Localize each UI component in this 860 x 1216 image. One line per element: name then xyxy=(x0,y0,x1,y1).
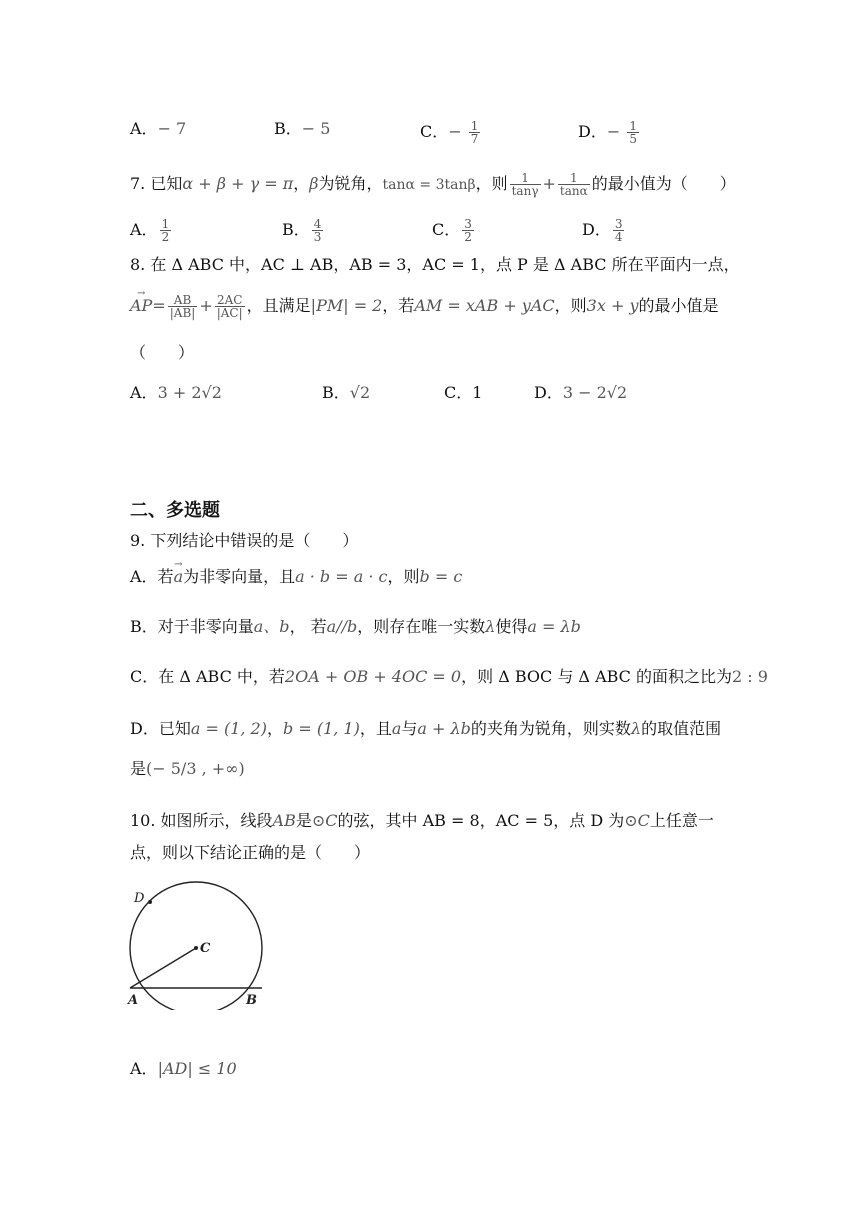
q10-stem-line1 xyxy=(130,810,714,832)
q8-option-a xyxy=(130,382,222,404)
text: 上任意一 xyxy=(649,811,714,830)
denominator: 2 xyxy=(161,230,170,244)
math: 2 : 9 xyxy=(732,667,768,686)
math: λ xyxy=(630,719,642,738)
math: 3x + y xyxy=(586,296,639,315)
label-b: B xyxy=(246,993,257,1008)
numerator: 1 xyxy=(558,172,590,185)
center-point xyxy=(194,946,198,950)
label-c: C xyxy=(200,941,211,956)
math: + xyxy=(199,296,213,315)
q8-paren: （ ） xyxy=(130,343,195,362)
numerator: 1 xyxy=(510,172,541,185)
q9-option-c xyxy=(130,666,768,688)
text: ， xyxy=(293,174,310,193)
numerator: 2AC xyxy=(215,294,245,307)
math: a、b xyxy=(253,617,290,636)
math: ⊙C xyxy=(624,811,650,830)
math: b = (1, 1) xyxy=(283,719,360,738)
fraction xyxy=(613,218,625,243)
denominator: 5 xyxy=(629,132,637,146)
option-label: B． xyxy=(322,383,350,402)
math: 2OA + OB + 4OC = 0 xyxy=(284,667,462,686)
q9-option-d-line1 xyxy=(130,718,721,740)
radius-ac xyxy=(130,948,196,988)
q10-stem-line2: 点，则以下结论正确的是（ ） xyxy=(130,843,371,862)
math: a · b = a · c xyxy=(295,567,388,586)
denominator: 3 xyxy=(313,230,322,244)
q8-option-d xyxy=(534,382,627,404)
text: ，则存在唯一实数 xyxy=(357,617,486,636)
text: ，则 Δ BOC 与 Δ ABC 的面积之比为 xyxy=(461,667,733,686)
text: 10. 如图所示，线段 xyxy=(130,811,273,830)
denominator: |AC| xyxy=(216,306,243,320)
vector: → a xyxy=(174,566,184,588)
option-label: C． xyxy=(432,220,461,239)
q9-stem: 9. 下列结论中错误的是（ ） xyxy=(130,531,359,550)
text: 为非零向量，且 xyxy=(183,567,296,586)
math: b = c xyxy=(419,567,463,586)
label-a: A xyxy=(128,993,139,1008)
text: 的弦，其中 AB = 8，AC = 5，点 D 为 xyxy=(337,811,625,830)
fraction xyxy=(462,218,474,243)
text: 与 xyxy=(401,719,418,738)
text: ，则 xyxy=(387,567,420,586)
option-label: D． xyxy=(534,383,563,402)
option-label: C． xyxy=(420,122,449,141)
q8-stem-line2 xyxy=(130,292,719,320)
option-label: B． xyxy=(274,119,302,138)
denominator: 2 xyxy=(464,230,472,244)
fraction xyxy=(160,218,172,243)
text: D．已知 xyxy=(130,719,191,738)
q9-option-a xyxy=(130,566,462,588)
text: 为锐角， xyxy=(318,174,383,193)
circle-diagram xyxy=(126,880,276,1010)
q7-option-d xyxy=(582,218,626,243)
option-label: A． xyxy=(130,119,158,138)
section-heading: 二、多选题 xyxy=(130,500,220,521)
option-value: − 5 xyxy=(301,119,331,138)
fraction xyxy=(215,294,245,319)
q8-stem-line1: 8. 在 Δ ABC 中，AC ⊥ AB，AB = 3，AC = 1，点 P 是 Δ ABC 所在平面内一点， xyxy=(130,255,740,274)
option-label: A． xyxy=(130,1059,158,1078)
fraction xyxy=(469,120,481,145)
numerator: AB xyxy=(168,294,198,307)
q8-option-c xyxy=(444,382,482,404)
text: 7. 已知 xyxy=(130,174,183,193)
text: ，且满足 xyxy=(246,296,311,315)
text: B．对于非零向量 xyxy=(130,617,254,636)
math: α + β + γ = π xyxy=(182,174,294,193)
option-value: |AD| ≤ 10 xyxy=(157,1059,237,1078)
label-d: D xyxy=(134,891,145,906)
math: AM = xAB + yAC xyxy=(414,296,555,315)
option-label: C． xyxy=(444,383,473,402)
denominator: 4 xyxy=(614,230,623,244)
q10-option-a xyxy=(130,1058,237,1080)
option-value: 1 xyxy=(472,383,483,402)
text: 的取值范围 xyxy=(641,719,722,738)
denominator: 7 xyxy=(470,132,479,146)
option-label: D． xyxy=(582,220,611,239)
minus-sign: − xyxy=(448,122,467,141)
math: a//b xyxy=(326,617,358,636)
math: ⊙C xyxy=(311,811,338,830)
q9-option-d-line2 xyxy=(130,758,245,780)
q7-stem xyxy=(130,172,736,197)
plus-sign: + xyxy=(542,174,556,193)
numerator: 3 xyxy=(464,217,472,231)
option-label: A． xyxy=(130,220,158,239)
fraction xyxy=(558,172,590,197)
denominator: |AB| xyxy=(169,306,196,320)
text: A．若 xyxy=(130,567,174,586)
text: ，且 xyxy=(359,719,392,738)
text: C．在 Δ ABC 中，若 xyxy=(130,667,285,686)
minus-sign: − xyxy=(606,122,626,141)
q6-option-c xyxy=(420,120,482,145)
text: 的夹角为锐角，则实数 xyxy=(470,719,631,738)
math: a + λb xyxy=(417,719,471,738)
denominator: tanγ xyxy=(511,184,539,198)
math: (− 5/3 , +∞) xyxy=(146,759,245,778)
denominator: tanα xyxy=(559,184,588,198)
fraction xyxy=(510,172,541,197)
math: AB xyxy=(272,811,296,830)
numerator: 3 xyxy=(614,217,623,231)
circle-figure xyxy=(126,880,276,1014)
option-value: 3 + 2√2 xyxy=(157,383,222,402)
text: ，则 xyxy=(554,296,587,315)
text: 使得 xyxy=(495,617,528,636)
option-label: D． xyxy=(578,122,607,141)
math: tanα = 3tanβ xyxy=(382,177,476,193)
text: 的最小值是 xyxy=(638,296,719,315)
option-label: B． xyxy=(282,220,310,239)
q7-option-a xyxy=(130,218,173,243)
q7-option-c xyxy=(432,218,476,243)
fraction xyxy=(312,218,324,243)
q7-option-b xyxy=(282,218,325,243)
text: ，则 xyxy=(475,174,508,193)
vector: → AP xyxy=(130,292,152,320)
numerator: 1 xyxy=(629,119,637,133)
text: 是 xyxy=(295,811,312,830)
math: a = (1, 2) xyxy=(190,719,267,738)
math: = xyxy=(152,296,166,315)
math: λ xyxy=(485,617,496,636)
q6-option-a xyxy=(130,118,186,140)
q6-option-b xyxy=(274,118,330,140)
q8-option-b xyxy=(322,382,370,404)
numerator: 1 xyxy=(161,217,170,231)
math: a xyxy=(391,719,402,738)
text: 的最小值为（ ） xyxy=(591,174,736,193)
fraction xyxy=(168,294,198,319)
option-value: 3 − 2√2 xyxy=(562,383,628,402)
math: a = λb xyxy=(527,617,581,636)
option-value: − 7 xyxy=(157,119,187,138)
numerator: 4 xyxy=(313,217,322,231)
fraction xyxy=(627,120,639,145)
text: 是 xyxy=(130,759,147,778)
text: ，若 xyxy=(382,296,415,315)
q9-option-b xyxy=(130,616,581,638)
math: |PM| = 2 xyxy=(310,296,383,315)
option-label: A． xyxy=(130,383,158,402)
option-value: √2 xyxy=(349,383,371,402)
text: ， 若 xyxy=(289,617,327,636)
math: β xyxy=(309,174,319,193)
numerator: 1 xyxy=(470,119,479,133)
text: ， xyxy=(266,719,283,738)
point-d xyxy=(148,900,152,904)
q6-option-d xyxy=(578,120,641,145)
